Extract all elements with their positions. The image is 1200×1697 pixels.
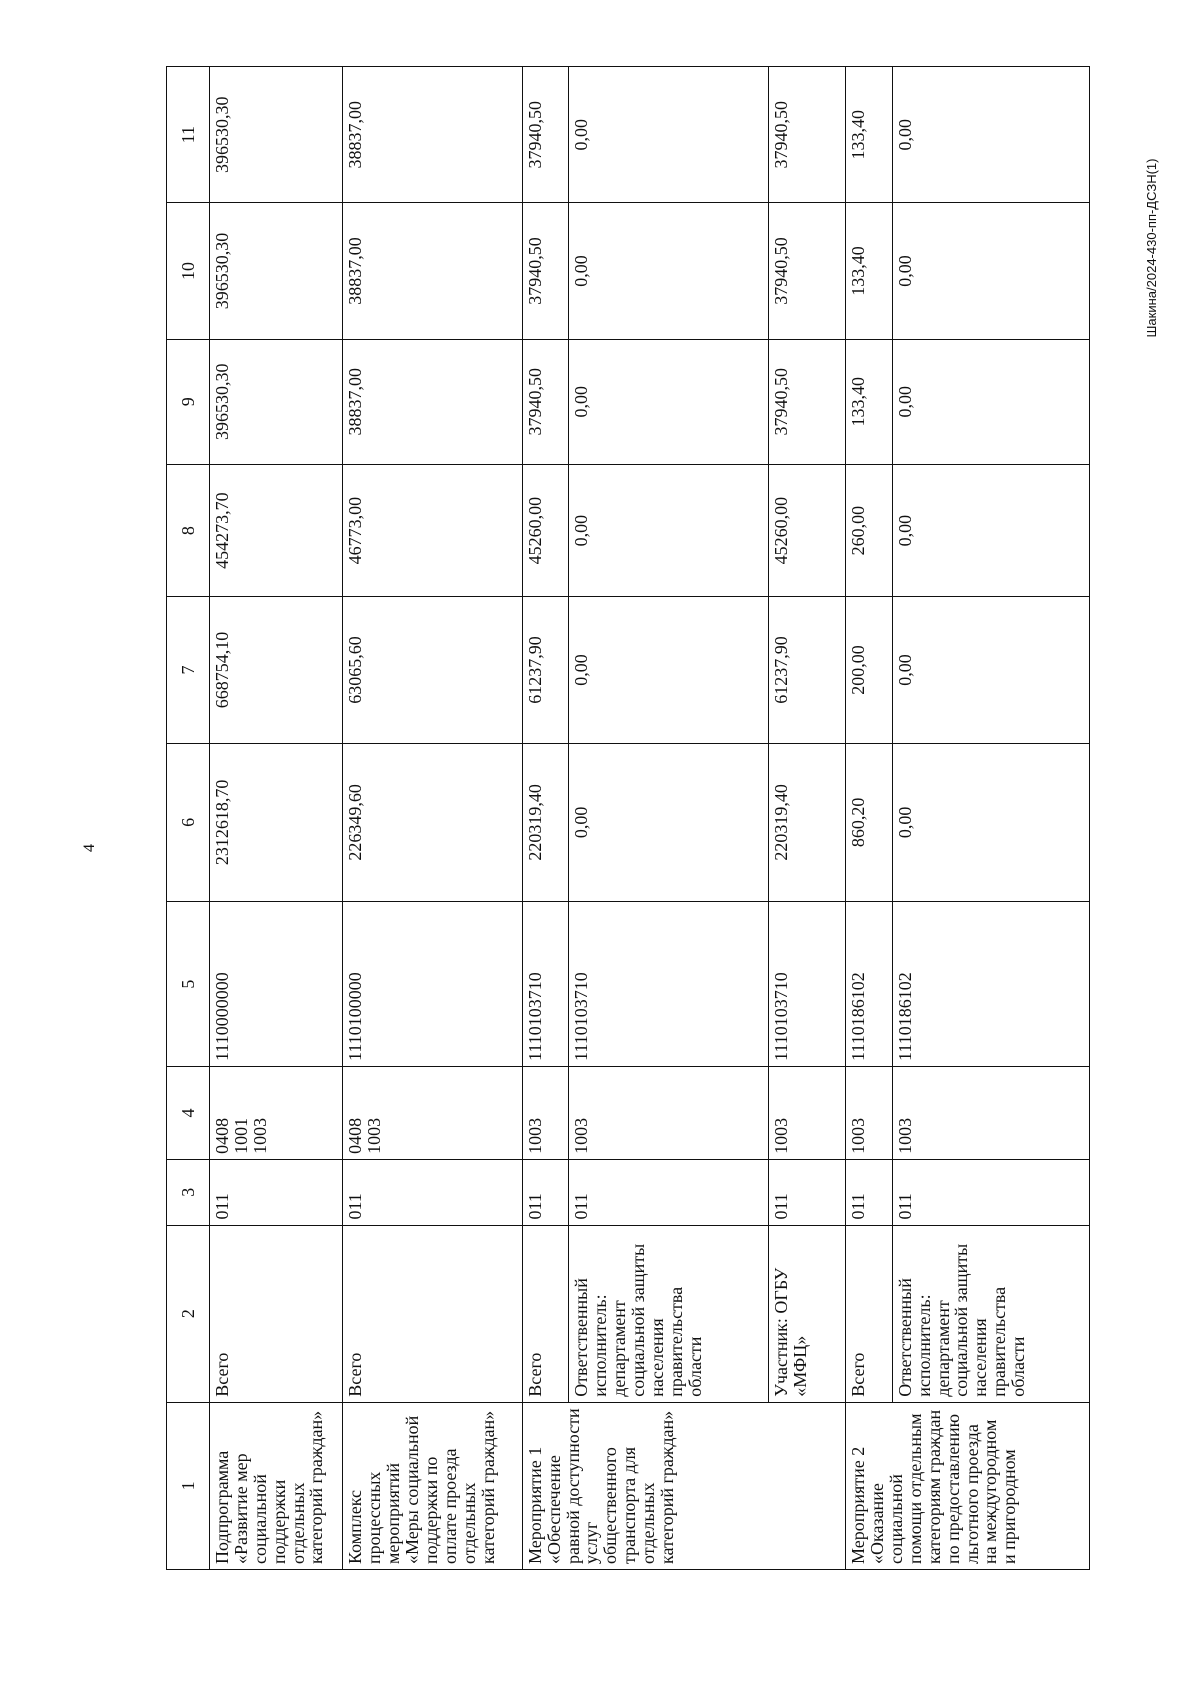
column-header: 4 [167, 1066, 210, 1159]
value-cell: 38837,00 [343, 339, 522, 464]
table-row [522, 67, 569, 1570]
csr-cell: 1110103710 [768, 902, 846, 1067]
funding-source-cell: Ответственный исполнитель: департамент социальной защиты населения правительства области [892, 1225, 1089, 1402]
value-cell: 0,00 [892, 597, 1089, 743]
column-header: 5 [167, 902, 210, 1067]
value-cell: 133,40 [846, 339, 893, 464]
table-row [768, 67, 846, 1570]
csr-cell: 1110186102 [846, 902, 893, 1067]
value-cell: 63065,60 [343, 597, 522, 743]
rzpr-cell: 1003 [569, 1066, 768, 1159]
value-cell: 38837,00 [343, 203, 522, 339]
table-row [210, 67, 343, 1570]
column-header: 6 [167, 743, 210, 902]
value-cell: 668754,10 [210, 597, 343, 743]
budget-table [166, 66, 1090, 1570]
value-cell: 220319,40 [522, 743, 569, 902]
page-number: 4 [81, 844, 98, 852]
funding-source-cell: Всего [522, 1225, 569, 1402]
grbs-cell: 011 [210, 1159, 343, 1225]
funding-source-cell: Всего [210, 1225, 343, 1402]
value-cell: 396530,30 [210, 67, 343, 203]
value-cell: 0,00 [569, 67, 768, 203]
rzpr-cell: 1003 [768, 1066, 846, 1159]
value-cell: 2312618,70 [210, 743, 343, 902]
grbs-cell: 011 [768, 1159, 846, 1225]
grbs-cell: 011 [569, 1159, 768, 1225]
value-cell: 37940,50 [522, 339, 569, 464]
grbs-cell: 011 [892, 1159, 1089, 1225]
value-cell: 61237,90 [768, 597, 846, 743]
value-cell: 0,00 [569, 339, 768, 464]
column-header: 1 [167, 1402, 210, 1569]
csr-cell: 1110000000 [210, 902, 343, 1067]
value-cell: 226349,60 [343, 743, 522, 902]
table-row [846, 67, 893, 1570]
value-cell: 133,40 [846, 203, 893, 339]
value-cell: 0,00 [892, 67, 1089, 203]
value-cell: 220319,40 [768, 743, 846, 902]
rzpr-cell: 1003 [846, 1066, 893, 1159]
rzpr-cell: 0408 1003 [343, 1066, 522, 1159]
csr-cell: 1110103710 [569, 902, 768, 1067]
value-cell: 38837,00 [343, 67, 522, 203]
value-cell: 46773,00 [343, 464, 522, 597]
value-cell: 0,00 [892, 203, 1089, 339]
csr-cell: 1110103710 [522, 902, 569, 1067]
funding-source-cell: Всего [343, 1225, 522, 1402]
value-cell: 45260,00 [522, 464, 569, 597]
value-cell: 200,00 [846, 597, 893, 743]
value-cell: 37940,50 [768, 339, 846, 464]
column-header: 10 [167, 203, 210, 339]
document-code: Шакина/2024-430-пп-ДСЗН(1) [1144, 158, 1159, 338]
value-cell: 133,40 [846, 67, 893, 203]
value-cell: 260,00 [846, 464, 893, 597]
value-cell: 37940,50 [768, 203, 846, 339]
value-cell: 0,00 [569, 464, 768, 597]
rotated-table-wrapper [166, 66, 1090, 1570]
value-cell: 37940,50 [522, 67, 569, 203]
table-row [569, 67, 768, 1570]
csr-cell: 1110100000 [343, 902, 522, 1067]
program-name-cell: Мероприятие 1 «Обеспечение равной доступности услуг общественного транспорта для отдельных категорий граждан» [522, 1402, 845, 1569]
grbs-cell: 011 [343, 1159, 522, 1225]
column-header: 2 [167, 1225, 210, 1402]
value-cell: 61237,90 [522, 597, 569, 743]
table-row [892, 67, 1089, 1570]
value-cell: 45260,00 [768, 464, 846, 597]
rzpr-cell: 0408 1001 1003 [210, 1066, 343, 1159]
funding-source-cell: Участник: ОГБУ «МФЦ» [768, 1225, 846, 1402]
funding-source-cell: Ответственный исполнитель: департамент социальной защиты населения правительства области [569, 1225, 768, 1402]
value-cell: 0,00 [892, 743, 1089, 902]
value-cell: 860,20 [846, 743, 893, 902]
program-name-cell: Подпрограмма «Развитие мер социальной поддержки отдельных категорий граждан» [210, 1402, 343, 1569]
column-header: 9 [167, 339, 210, 464]
funding-source-cell: Всего [846, 1225, 893, 1402]
grbs-cell: 011 [522, 1159, 569, 1225]
value-cell: 0,00 [569, 203, 768, 339]
value-cell: 0,00 [569, 597, 768, 743]
column-header: 3 [167, 1159, 210, 1225]
program-name-cell: Комплекс процессных мероприятий «Меры социальной поддержки по оплате проезда отдельных категорий граждан» [343, 1402, 522, 1569]
value-cell: 0,00 [569, 743, 768, 902]
program-name-cell: Мероприятие 2 «Оказание социальной помощи отдельным категориям граждан по предоставлению льготного проезда на междугородном и пригородном [846, 1402, 1090, 1569]
grbs-cell: 011 [846, 1159, 893, 1225]
column-header: 11 [167, 67, 210, 203]
column-header: 8 [167, 464, 210, 597]
rzpr-cell: 1003 [522, 1066, 569, 1159]
value-cell: 0,00 [892, 339, 1089, 464]
rzpr-cell: 1003 [892, 1066, 1089, 1159]
value-cell: 396530,30 [210, 339, 343, 464]
csr-cell: 1110186102 [892, 902, 1089, 1067]
value-cell: 37940,50 [522, 203, 569, 339]
value-cell: 396530,30 [210, 203, 343, 339]
value-cell: 37940,50 [768, 67, 846, 203]
value-cell: 454273,70 [210, 464, 343, 597]
column-header: 7 [167, 597, 210, 743]
header-row [167, 67, 210, 1570]
value-cell: 0,00 [892, 464, 1089, 597]
table-row [343, 67, 522, 1570]
